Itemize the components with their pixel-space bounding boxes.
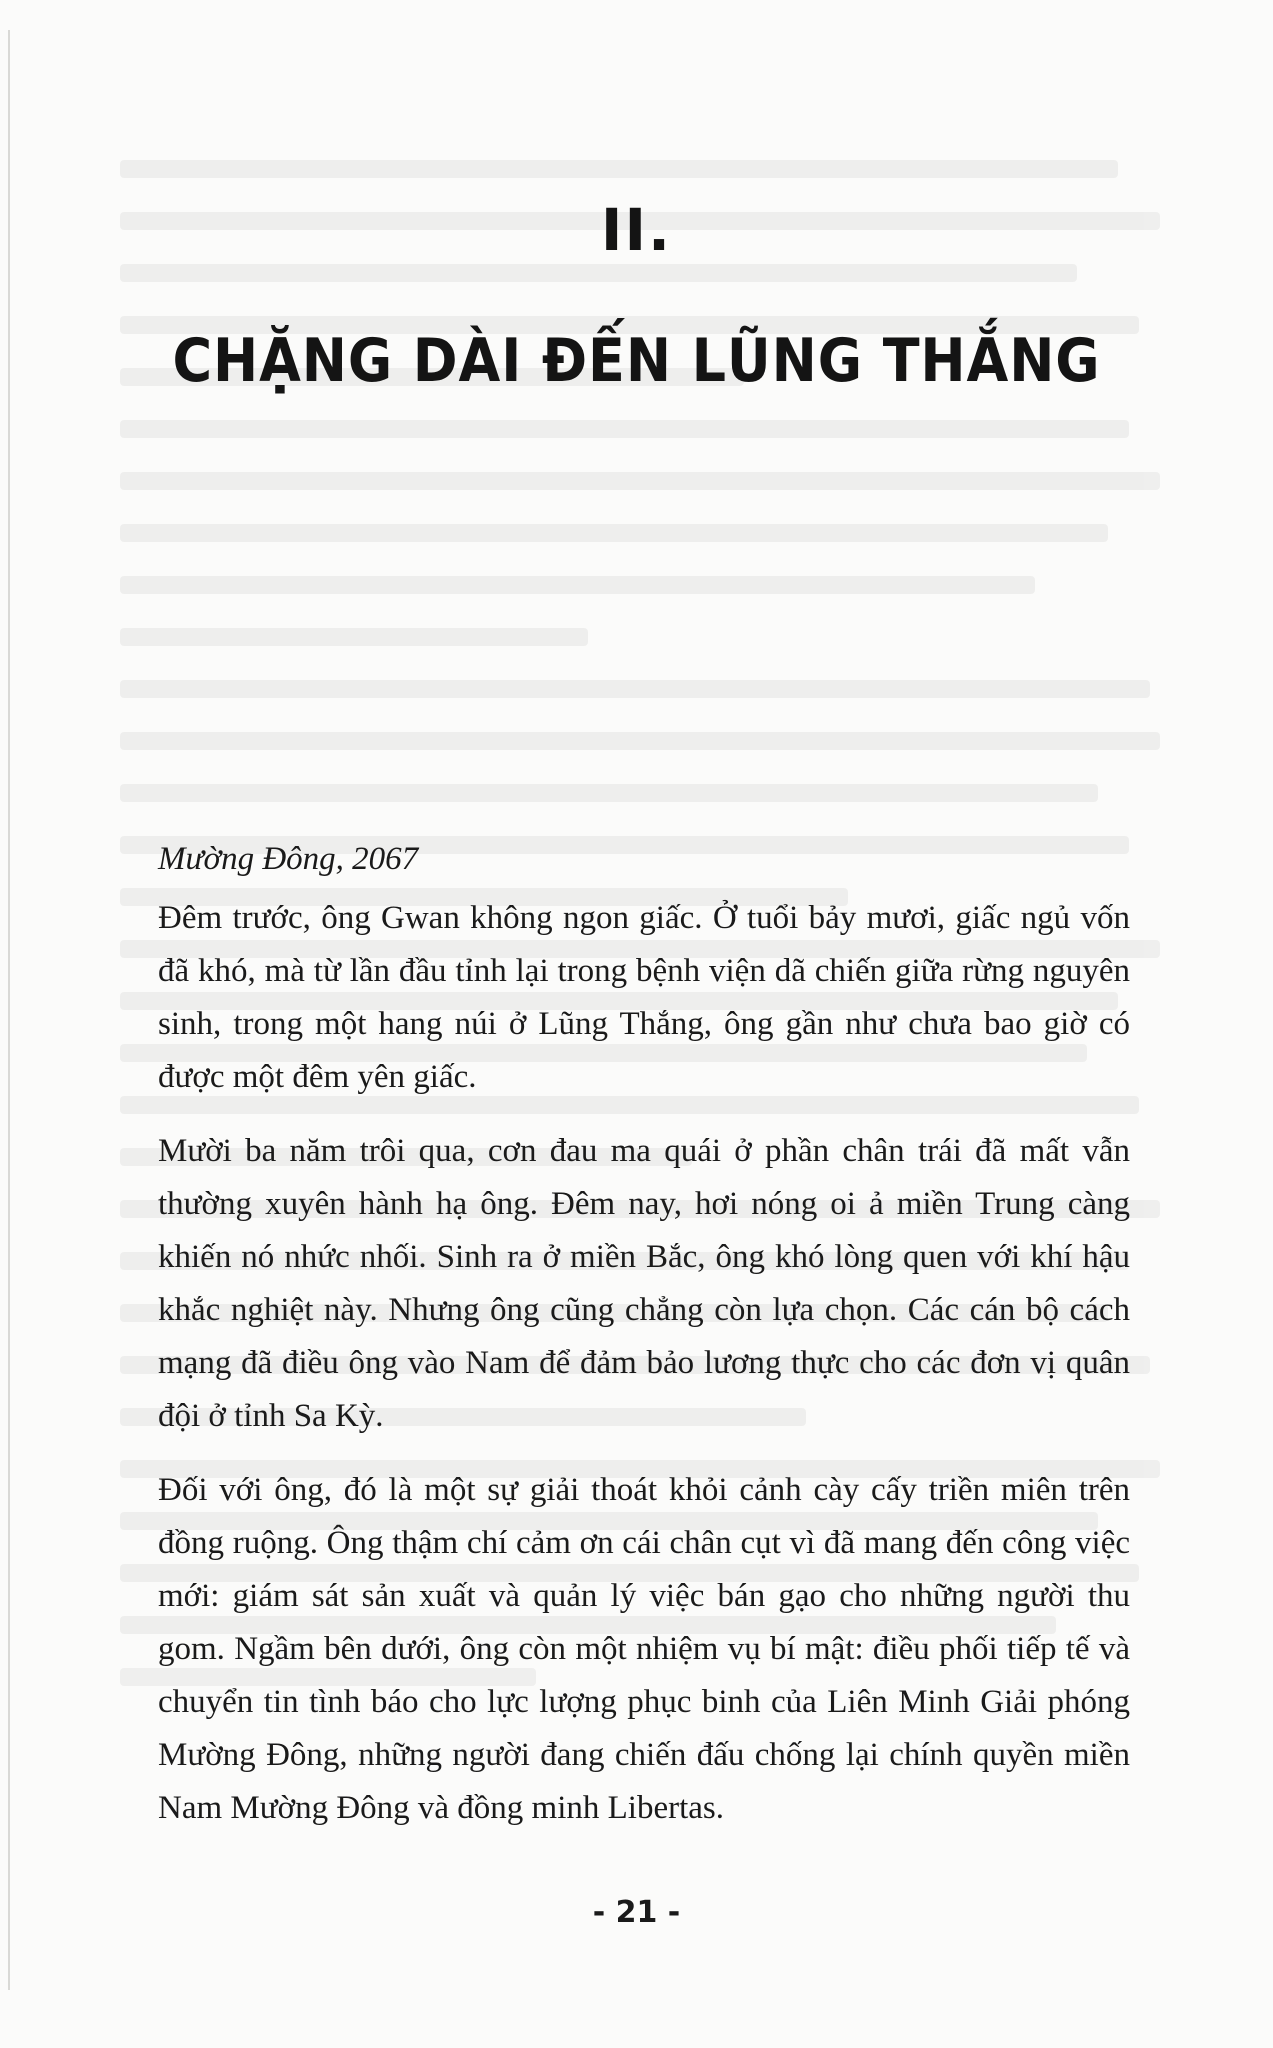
paragraph: Đêm trước, ông Gwan không ngon giấc. Ở tuổi bảy mươi, giấc ngủ vốn đã khó, mà từ lần đầu tỉnh lại trong bệnh viện dã chiến giữa rừng nguyên sinh, trong một hang núi ở Lũng Thắng, ông gần như chưa bao giờ có được một đêm yên giấc. [158, 900, 1130, 1095]
page-number: - 21 - [592, 1895, 681, 1930]
body-text [158, 800, 1130, 1856]
chapter-number: II. [600, 196, 673, 264]
chapter-title: CHẶNG DÀI ĐẾN LŨNG THẮNG [172, 326, 1101, 396]
paragraph: Đối với ông, đó là một sự giải thoát khỏi cảnh cày cấy triền miên trên đồng ruộng. Ông thậm chí cảm ơn cái chân cụt vì đã mang đến công việc mới: giám sát sản xuất và quản lý việc bán gạo cho những người thu gom. Ngầm bên dưới, ông còn một nhiệm vụ bí mật: điều phối tiếp tế và chuyển tin tình báo cho lực lượng phục binh của Liên Minh Giải phóng Mường Đông, những người đang chiến đấu chống lại chính quyền miền Nam Mường Đông và đồng minh Libertas. [158, 1472, 1130, 1826]
binding-edge [8, 30, 10, 1990]
paragraph: Mười ba năm trôi qua, cơn đau ma quái ở phần chân trái đã mất vẫn thường xuyên hành hạ ông. Đêm nay, hơi nóng oi ả miền Trung càng khiến nó nhức nhối. Sinh ra ở miền Bắc, ông khó lòng quen với khí hậu khắc nghiệt này. Nhưng ông cũng chẳng còn lựa chọn. Các cán bộ cách mạng đã điều ông vào Nam để đảm bảo lương thực cho các đơn vị quân đội ở tỉnh Sa Kỳ. [158, 1133, 1130, 1434]
dateline: Mường Đông, 2067 [158, 841, 419, 877]
